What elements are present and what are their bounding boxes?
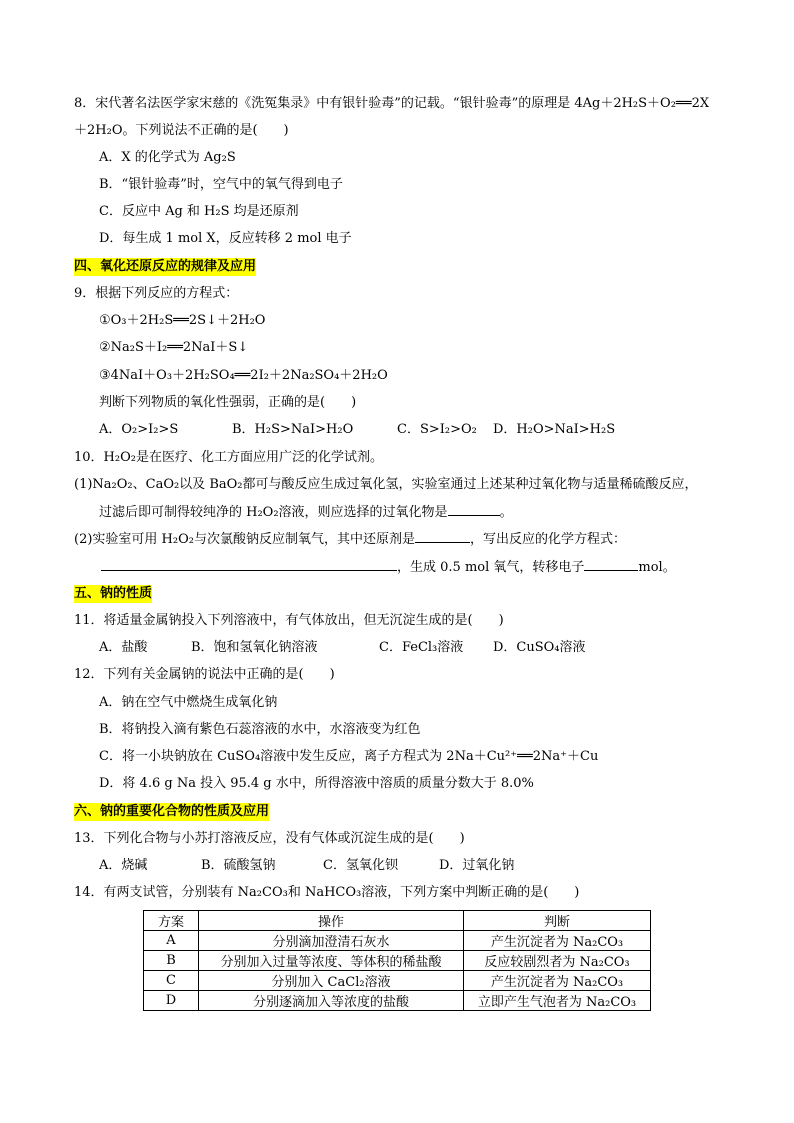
- q10-stem: 10．H₂O₂是在医疗、化工方面应用广泛的化学试剂。: [74, 450, 383, 465]
- q9-option-d: D．H₂O>NaI>H₂S: [493, 422, 616, 437]
- q10-part1-end: 。: [499, 505, 513, 520]
- q10-part2-line2: [101, 558, 676, 577]
- q10-part2-text-end: ，写出反应的化学方程式：: [469, 532, 626, 547]
- table-cell: 产生沉淀者为 Na₂CO₃: [464, 931, 651, 951]
- table-cell: D: [144, 991, 199, 1011]
- table-cell: A: [144, 931, 199, 951]
- q10-part2-end: mol。: [638, 560, 676, 575]
- q8-option-a: A．X 的化学式为 Ag₂S: [99, 150, 236, 165]
- q14-stem: 14．有两支试管，分别装有 Na₂CO₃和 NaHCO₃溶液，下列方案中判断正确的是( ): [74, 885, 580, 900]
- q9-reaction-1: ①O₃＋2H₂S══2S↓＋2H₂O: [99, 313, 266, 328]
- q13-option-a: A．烧碱: [99, 858, 148, 873]
- section-heading-5: 五、钠的性质: [74, 586, 153, 601]
- q13-stem: 13．下列化合物与小苏打溶液反应，没有气体或沉淀生成的是( ): [74, 831, 465, 846]
- q9-option-c: C．S>I₂>O₂: [397, 422, 477, 437]
- table-header-row: [144, 911, 651, 931]
- q10-part1-line2: [99, 503, 513, 522]
- q9-question: 判断下列物质的氧化性强弱，正确的是( ): [99, 395, 357, 410]
- q11-option-d: D．CuSO₄溶液: [493, 640, 586, 655]
- table-cell: C: [144, 971, 199, 991]
- section-heading-4: 四、氧化还原反应的规律及应用: [74, 259, 257, 274]
- answer-blank[interactable]: [584, 558, 638, 571]
- table-cell: B: [144, 951, 199, 971]
- q9-option-a: A．O₂>I₂>S: [99, 422, 179, 437]
- q12-option-c: C．将一小块钠放在 CuSO₄溶液中发生反应，离子方程式为 2Na＋Cu²⁺══2Na⁺＋Cu: [99, 749, 599, 764]
- q10-part1-line1: (1)Na₂O₂、CaO₂以及 BaO₂都可与酸反应生成过氧化氢，实验室通过上述某种过氧化物与适量稀硫酸反应，: [74, 477, 698, 492]
- q9-option-b: B．H₂S>NaI>H₂O: [232, 422, 354, 437]
- table-cell: 产生沉淀者为 Na₂CO₃: [464, 971, 651, 991]
- q13-option-c: C．氢氧化钡: [323, 858, 398, 873]
- q9-stem: 9．根据下列反应的方程式：: [74, 286, 239, 301]
- answer-blank[interactable]: [415, 530, 470, 543]
- q8-option-c: C．反应中 Ag 和 H₂S 均是还原剂: [99, 204, 299, 219]
- table-row: [144, 931, 651, 951]
- q8-stem-line2: ＋2H₂O。下列说法不正确的是( ): [74, 123, 289, 138]
- q13-option-b: B．硫酸氢钠: [201, 858, 276, 873]
- q9-reaction-3: ③4NaI＋O₃＋2H₂SO₄══2I₂＋2Na₂SO₄＋2H₂O: [99, 368, 388, 383]
- q11-option-c: C．FeCl₃溶液: [379, 640, 464, 655]
- table-header-cell: 方案: [144, 911, 199, 931]
- q12-option-a: A．钠在空气中燃烧生成氧化钠: [99, 695, 278, 710]
- table-row: [144, 991, 651, 1011]
- equation-answer-blank[interactable]: [101, 558, 397, 571]
- table-header-cell: 判断: [464, 911, 651, 931]
- table-header-cell: 操作: [199, 911, 464, 931]
- q10-part2-line1: [74, 530, 626, 549]
- q12-option-b: B．将钠投入滴有紫色石蕊溶液的水中，水溶液变为红色: [99, 722, 421, 737]
- q11-option-a: A．盐酸: [99, 640, 148, 655]
- q8-option-d: D．每生成 1 mol X，反应转移 2 mol 电子: [99, 231, 352, 246]
- q10-part1-text: 过滤后即可制得较纯净的 H₂O₂溶液，则应选择的过氧化物是: [99, 505, 448, 520]
- table-row: [144, 951, 651, 971]
- table-cell: 立即产生气泡者为 Na₂CO₃: [464, 991, 651, 1011]
- answer-blank[interactable]: [448, 503, 500, 516]
- q10-part2-text: (2)实验室可用 H₂O₂与次氯酸钠反应制氧气，其中还原剂是: [74, 532, 415, 547]
- section-heading-6: 六、钠的重要化合物的性质及应用: [74, 804, 270, 819]
- table-cell: 分别滴加澄清石灰水: [199, 931, 464, 951]
- q9-reaction-2: ②Na₂S＋I₂══2NaI＋S↓: [99, 340, 249, 355]
- q11-stem: 11．将适量金属钠投入下列溶液中，有气体放出，但无沉淀生成的是( ): [74, 613, 504, 628]
- q11-option-b: B．饱和氢氧化钠溶液: [191, 640, 318, 655]
- q12-option-d: D．将 4.6 g Na 投入 95.4 g 水中，所得溶液中溶质的质量分数大于 8.0%: [99, 776, 534, 791]
- table-cell: 分别逐滴加入等浓度的盐酸: [199, 991, 464, 1011]
- q8-stem-line1: 8．宋代著名法医学家宋慈的《洗冤集录》中有银针验毒”的记载。“银针验毒”的原理是 4Ag＋2H₂S＋O₂══2X: [74, 96, 710, 111]
- q8-option-b: B．“银针验毒”时，空气中的氧气得到电子: [99, 177, 343, 192]
- q14-table: [143, 910, 651, 1011]
- table-cell: 反应较剧烈者为 Na₂CO₃: [464, 951, 651, 971]
- table-cell: 分别加入 CaCl₂溶液: [199, 971, 464, 991]
- table-row: [144, 971, 651, 991]
- table-cell: 分别加入过量等浓度、等体积的稀盐酸: [199, 951, 464, 971]
- q13-option-d: D．过氧化钠: [439, 858, 515, 873]
- q12-stem: 12．下列有关金属钠的说法中正确的是( ): [74, 667, 335, 682]
- q10-part2-mid: ，生成 0.5 mol 氧气，转移电子: [397, 560, 585, 575]
